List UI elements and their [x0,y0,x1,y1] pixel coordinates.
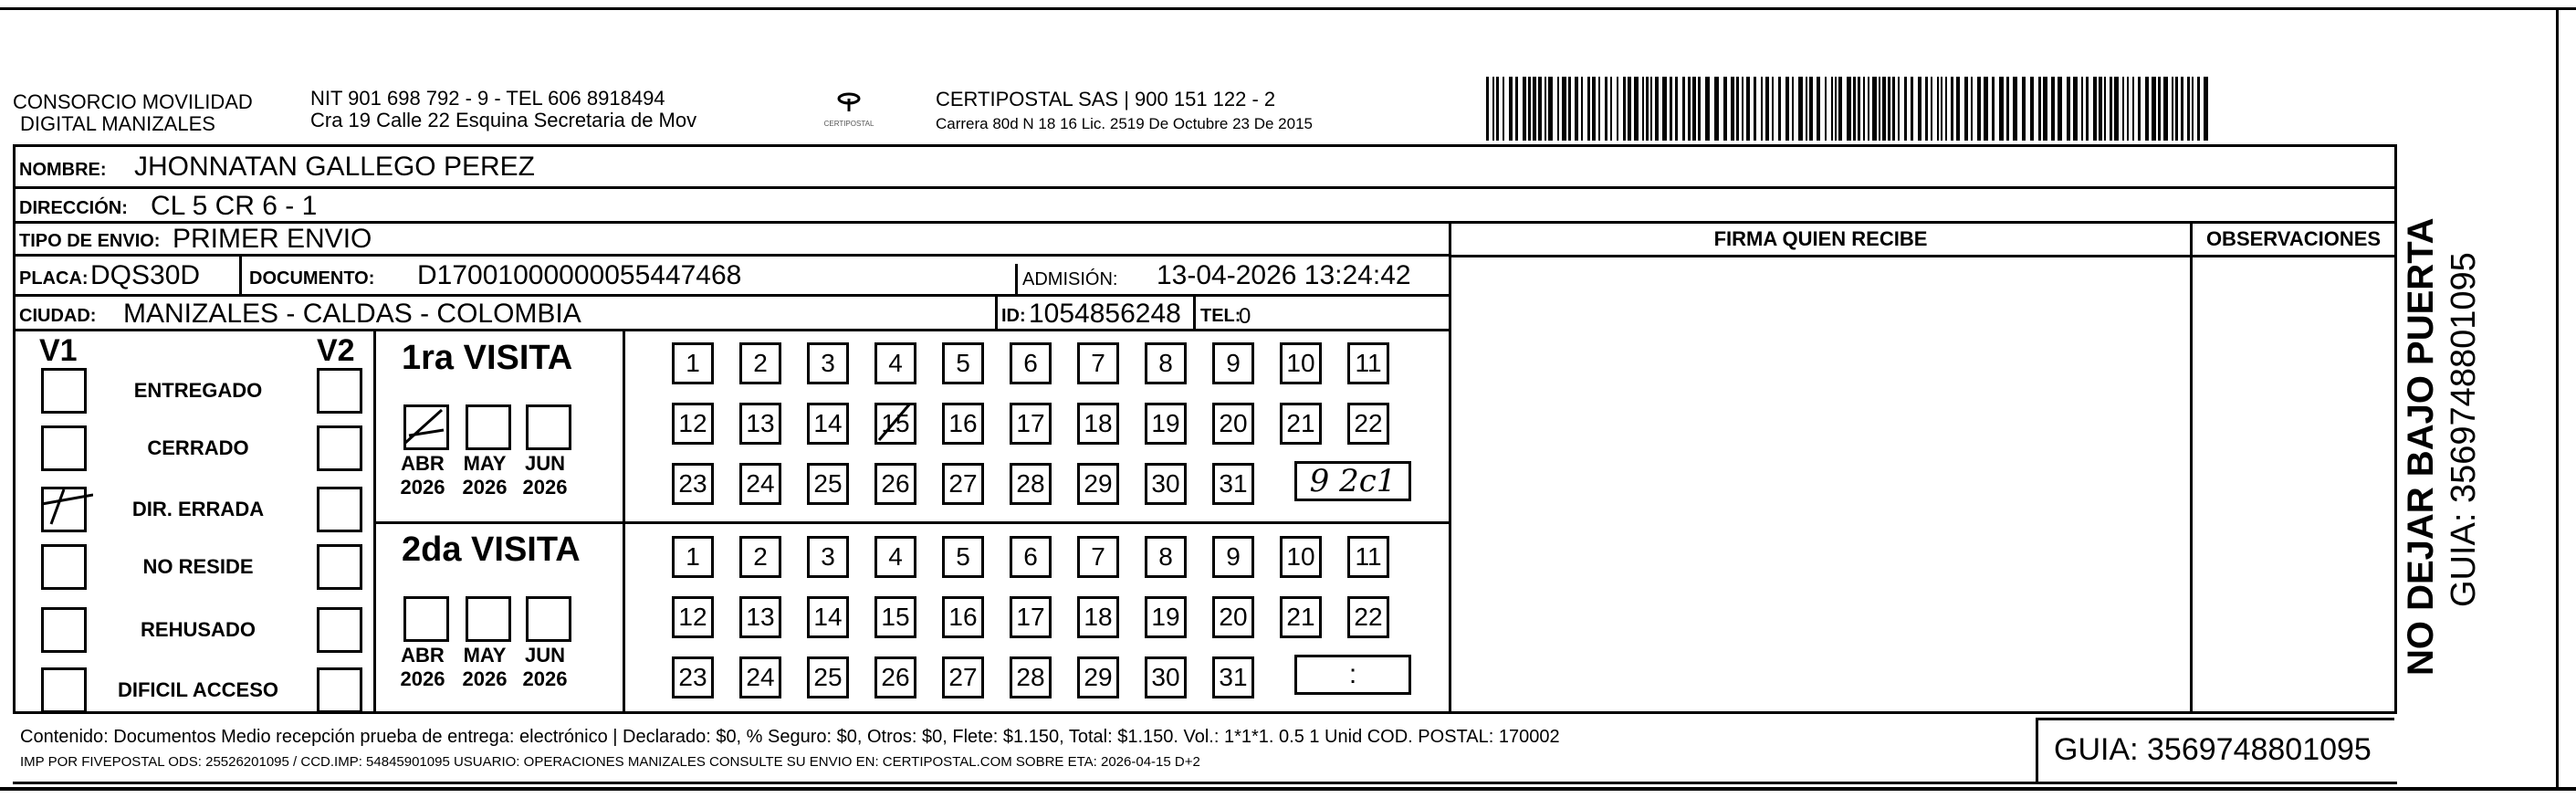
company-line2: DIGITAL MANIZALES [20,112,215,135]
day-box[interactable]: 6 [1010,342,1052,384]
barcode-bar [1825,77,1827,141]
carrier-logo [817,88,881,133]
barcode-bar [1904,77,1907,141]
barcode-bar [1688,77,1691,141]
id-value: 1054856248 [1029,299,1181,329]
status-option-label: NO RESIDE [142,555,254,578]
barcode-bar [2081,77,2083,141]
observaciones-header: OBSERVACIONES [2193,224,2394,257]
day-box[interactable]: 18 [1077,403,1119,445]
barcode-bar [1765,77,1769,141]
barcode-bar [1847,77,1851,141]
barcode-bar [2038,77,2041,141]
barcode-bar [1971,77,1973,141]
month-checkbox[interactable] [526,404,571,450]
barcode-bar [2127,77,2129,141]
ciudad-value: MANIZALES - CALDAS - COLOMBIA [123,299,581,329]
day-box[interactable]: 12 [672,596,714,638]
barcode-bar [1548,77,1553,141]
direccion-value: CL 5 CR 6 - 1 [151,191,318,221]
barcode-bar [1587,77,1590,141]
day-box[interactable]: 17 [1010,596,1052,638]
barcode-bar [1731,77,1734,141]
barcode-bar [1835,77,1837,141]
day-box[interactable]: 30 [1145,463,1187,505]
v2-label: V2 [317,333,355,368]
observaciones-column [2193,224,2394,711]
documento-label: DOCUMENTO: [249,268,375,289]
day-box[interactable]: 2 [739,536,781,578]
barcode-bar [1610,77,1612,141]
barcode-bar [1879,77,1880,141]
month-checkbox[interactable] [466,596,511,642]
address-line: Cra 19 Calle 22 Esquina Secretaria de Mov [310,109,697,131]
carrier-line1: CERTIPOSTAL SAS | 900 151 122 - 2 [936,88,1276,110]
barcode-bar [2006,77,2009,141]
checkmark-icon [402,403,451,448]
barcode-bar [1515,77,1518,141]
time-box[interactable]: : [1294,655,1411,695]
barcode-bar [1941,77,1942,141]
v1-checkbox[interactable] [41,667,87,713]
barcode-bar [1809,77,1813,141]
barcode-bar [2030,77,2034,141]
v2-checkbox[interactable] [317,487,362,532]
v2-checkbox[interactable] [317,607,362,653]
footer-line1: Contenido: Documentos Medio recepción prueba de entrega: electrónico | Declarado: $0, % Seguro: $0, Otros: $0, Flete: $1.150, Total: $1.150. Vol.: 1*1*1. 0.5 1 Unid COD. POSTAL: 170002 [20,727,1560,747]
company-name [13,91,305,135]
placa-label: PLACA: [19,268,89,289]
status-section [16,331,376,714]
barcode-bar [2051,77,2055,141]
barcode-bar [1628,77,1631,141]
barcode-bar [1853,77,1856,141]
barcode-bar [1698,77,1701,141]
day-box[interactable]: 17 [1010,403,1052,445]
barcode-bar [1742,77,1744,141]
day-box[interactable]: 3 [807,536,849,578]
ciudad-label: CIUDAD: [19,306,97,326]
barcode-bar [1538,77,1542,141]
visits-section [376,331,1449,714]
id-divider [995,297,998,331]
side-guia: GUIA: 3569748801095 [2445,252,2483,607]
barcode-bar [1945,77,1947,141]
day-box[interactable]: 12 [672,403,714,445]
barcode-bar [1557,77,1559,141]
day-box[interactable]: 16 [942,403,984,445]
barcode-bar [2114,77,2119,141]
day-box[interactable]: 5 [942,536,984,578]
barcode-bar [1951,77,1953,141]
barcode-bar [2110,77,2112,141]
day-box[interactable]: 11 [1347,536,1389,578]
barcode-bar [1492,77,1494,141]
day-box[interactable]: 31 [1212,656,1254,698]
month-checkbox[interactable] [403,404,449,450]
barcode-bar [1992,77,1995,141]
side-warning: NO DEJAR BAJO PUERTA [2401,217,2441,676]
right-edge-line [2556,9,2559,790]
barcode-bar [1911,77,1913,141]
barcode-bar [1931,77,1932,141]
barcode-bar [1937,77,1939,141]
barcode-bar [2122,77,2124,141]
day-box[interactable]: 29 [1077,656,1119,698]
placa-divider [239,257,242,297]
day-box[interactable]: 7 [1077,342,1119,384]
barcode-bar [1523,77,1526,141]
barcode-bar [1562,77,1566,141]
barcode-bar [2175,77,2178,141]
day-box[interactable]: 4 [874,536,916,578]
tipo-value: PRIMER ENVIO [173,224,372,254]
barcode-bar [1496,77,1499,141]
day-box[interactable]: 15 [874,596,916,638]
barcode-bar [2093,77,2097,141]
barcode-bar [2073,77,2078,141]
day-box[interactable]: 20 [1212,596,1254,638]
top-edge-line [0,7,2576,10]
barcode-bar [1792,77,1794,141]
status-row [16,667,376,711]
barcode-bar [1863,77,1865,141]
status-row [16,487,376,530]
company-contact [310,88,785,131]
v2-checkbox[interactable] [317,425,362,471]
day-box[interactable]: 28 [1010,656,1052,698]
day-box[interactable]: 13 [739,596,781,638]
day-box[interactable]: 21 [1280,403,1322,445]
day-box[interactable]: 29 [1077,463,1119,505]
barcode-bar [2158,77,2161,141]
barcode-bar [1486,77,1489,141]
day-box[interactable]: 18 [1077,596,1119,638]
day-box[interactable]: 15 [874,403,916,445]
barcode-bar [1581,77,1583,141]
logo-icon [835,88,863,115]
barcode-bar [1925,77,1928,141]
day-box[interactable]: 25 [807,463,849,505]
barcode-bar [2104,77,2106,141]
barcode-bar [1798,77,1803,141]
barcode-bar [2058,77,2062,141]
nombre-label: NOMBRE: [19,160,107,180]
barcode-bar [2181,77,2183,141]
status-option-label: CERRADO [147,436,249,459]
firma-column [1449,224,2193,711]
v1-checkbox[interactable] [41,607,87,653]
barcode-bar [1662,77,1667,141]
day-box[interactable]: 23 [672,656,714,698]
status-option-label: DIFICIL ACCESO [117,678,278,701]
barcode-bar [1977,77,1981,141]
tel-value: 0 [1239,304,1251,329]
barcode-bar [2187,77,2190,141]
v1-checkbox[interactable] [41,368,87,414]
placa-row [16,257,1449,297]
day-box[interactable]: 16 [942,596,984,638]
day-box[interactable]: 8 [1145,342,1187,384]
tel-label: TEL: [1200,306,1241,326]
v1-label: V1 [39,333,78,368]
barcode-bar [2067,77,2070,141]
v2-checkbox[interactable] [317,368,362,414]
barcode-bar [1956,77,1960,141]
barcode-bar [1675,77,1678,141]
barcode-bar [1785,77,1789,141]
status-option-label: REHUSADO [141,618,256,641]
day-box[interactable]: 6 [1010,536,1052,578]
barcode-bar [1831,77,1833,141]
v2-checkbox[interactable] [317,667,362,713]
day-box[interactable]: 23 [672,463,714,505]
day-box[interactable]: 4 [874,342,916,384]
barcode-bar [2204,77,2208,141]
barcode-bar [1714,77,1719,141]
barcode-bar [1655,77,1659,141]
status-row [16,607,376,651]
day-box[interactable]: 5 [942,342,984,384]
barcode [1486,77,2216,141]
barcode-bar [1868,77,1869,141]
barcode-bar [2086,77,2089,141]
barcode-bar [1650,77,1652,141]
barcode-bar [1617,77,1618,141]
day-box[interactable]: 27 [942,656,984,698]
day-box[interactable]: 10 [1280,342,1322,384]
barcode-bar [1761,77,1763,141]
barcode-bar [1872,77,1877,141]
day-box[interactable]: 13 [739,403,781,445]
barcode-bar [1984,77,1988,141]
day-box[interactable]: 19 [1145,596,1187,638]
month-label: MAY 2026 [462,452,508,499]
day-box[interactable]: 25 [807,656,849,698]
month-checkbox[interactable] [403,596,449,642]
tipo-row [16,224,1449,257]
barcode-bar [2163,77,2168,141]
month-checkbox[interactable] [466,404,511,450]
direccion-row [16,189,2394,224]
barcode-bar [1670,77,1672,141]
barcode-bar [1858,77,1860,141]
day-box[interactable]: 9 [1212,536,1254,578]
barcode-bar [2043,77,2047,141]
month-label: ABR 2026 [400,644,445,690]
barcode-bar [1692,77,1696,141]
barcode-bar [1723,77,1727,141]
day-box[interactable]: 22 [1347,596,1389,638]
day-box[interactable]: 3 [807,342,849,384]
barcode-bar [1568,77,1571,141]
status-row [16,368,376,412]
day-box[interactable]: 7 [1077,536,1119,578]
footer-line2: IMP POR FIVEPOSTAL ODS: 25526201095 / CCD.IMP: 54845901095 USUARIO: OPERACIONES MANIZALES CONSULTE SU ENVIO EN: CERTIPOSTAL.COM SOBRE ETA: 2026-04-15 D+2 [20,754,1200,770]
footer-bottom-line [13,782,2397,784]
barcode-bar [1838,77,1842,141]
admision-divider [1015,264,1018,297]
barcode-bar [2132,77,2134,141]
v1-checkbox[interactable] [41,487,87,532]
day-box[interactable]: 11 [1347,342,1389,384]
barcode-bar [2022,77,2026,141]
barcode-bar [1575,77,1578,141]
day-box[interactable]: 24 [739,656,781,698]
day-box[interactable]: 26 [874,656,916,698]
carrier-line2: Carrera 80d N 18 16 Lic. 2519 De Octubre 23 De 2015 [936,115,1313,132]
v1-checkbox[interactable] [41,544,87,590]
time-box[interactable]: 9 2c1 [1294,461,1411,501]
admision-value: 13-04-2026 13:24:42 [1157,260,1411,290]
day-box[interactable]: 24 [739,463,781,505]
barcode-bar [1545,77,1546,141]
month-label: MAY 2026 [462,644,508,690]
month-label: JUN 2026 [522,452,568,499]
footer-guia: GUIA: 3569748801095 [2054,732,2372,767]
v2-checkbox[interactable] [317,544,362,590]
status-row [16,425,376,469]
status-option-label: DIR. ERRADA [131,498,265,520]
id-label: ID: [1001,306,1026,326]
placa-value: DQS30D [90,260,201,290]
day-box[interactable]: 22 [1347,403,1389,445]
company-line1: CONSORCIO MOVILIDAD [13,90,253,113]
day-box[interactable]: 27 [942,463,984,505]
barcode-bar [2145,77,2149,141]
day-box[interactable]: 26 [874,463,916,505]
v1-checkbox[interactable] [41,425,87,471]
barcode-bar [1533,77,1536,141]
visits-divider-horizontal [376,521,1449,524]
barcode-bar [1892,77,1895,141]
barcode-bar [1528,77,1531,141]
day-mark-icon [874,400,919,446]
day-box[interactable]: 1 [672,536,714,578]
day-box[interactable]: 21 [1280,596,1322,638]
barcode-bar [1754,77,1756,141]
month-label: JUN 2026 [522,644,568,690]
barcode-bar [2197,77,2200,141]
day-box[interactable]: 2 [739,342,781,384]
barcode-bar [2172,77,2173,141]
bottom-edge-line [0,787,2576,791]
day-box[interactable]: 28 [1010,463,1052,505]
barcode-bar [1598,77,1600,141]
barcode-bar [1817,77,1820,141]
logo-text: CERTIPOSTAL [823,120,874,128]
barcode-bar [1503,77,1504,141]
barcode-bar [2192,77,2194,141]
barcode-bar [1592,77,1596,141]
barcode-bar [2152,77,2156,141]
barcode-bar [1778,77,1781,141]
admision-label: ADMISIÓN: [1022,269,1118,289]
carrier-info [936,88,1483,133]
documento-value: D17001000000055447468 [417,260,742,290]
checkmark-icon [38,484,93,530]
barcode-bar [2138,77,2141,141]
day-box[interactable]: 14 [807,596,849,638]
barcode-bar [1746,77,1750,141]
barcode-bar [1605,77,1607,141]
direccion-label: DIRECCIÓN: [19,198,128,218]
barcode-bar [1964,77,1968,141]
day-box[interactable]: 30 [1145,656,1187,698]
day-box[interactable]: 20 [1212,403,1254,445]
barcode-bar [1882,77,1886,141]
barcode-bar [1623,77,1626,141]
barcode-bar [1898,77,1900,141]
barcode-bar [1646,77,1649,141]
nombre-value: JHONNATAN GALLEGO PEREZ [134,152,535,182]
day-box[interactable]: 8 [1145,536,1187,578]
day-box[interactable]: 31 [1212,463,1254,505]
day-box[interactable]: 1 [672,342,714,384]
status-option-label: ENTREGADO [133,379,263,402]
barcode-bar [2099,77,2102,141]
barcode-bar [1918,77,1922,141]
nit-line: NIT 901 698 792 - 9 - TEL 606 8918494 [310,87,665,110]
barcode-bar [1705,77,1710,141]
nombre-row [16,147,2394,189]
barcode-bar [1509,77,1513,141]
barcode-bar [1772,77,1774,141]
barcode-bar [2013,77,2017,141]
barcode-bar [1806,77,1807,141]
barcode-bar [1999,77,2004,141]
tipo-label: TIPO DE ENVIO: [19,231,161,251]
second-visit-title: 2da VISITA [402,530,581,569]
month-checkbox[interactable] [526,596,571,642]
tel-divider [1193,297,1196,331]
firma-header: FIRMA QUIEN RECIBE [1451,224,2190,257]
first-visit-title: 1ra VISITA [402,339,573,377]
barcode-bar [1736,77,1739,141]
day-box[interactable]: 19 [1145,403,1187,445]
day-box[interactable]: 10 [1280,536,1322,578]
barcode-bar [1888,77,1890,141]
day-box[interactable]: 14 [807,403,849,445]
barcode-bar [1642,77,1644,141]
barcode-bar [1634,77,1639,141]
month-label: ABR 2026 [400,452,445,499]
barcode-bar [1682,77,1685,141]
day-box[interactable]: 9 [1212,342,1254,384]
ciudad-row [16,297,1449,331]
status-row [16,544,376,588]
